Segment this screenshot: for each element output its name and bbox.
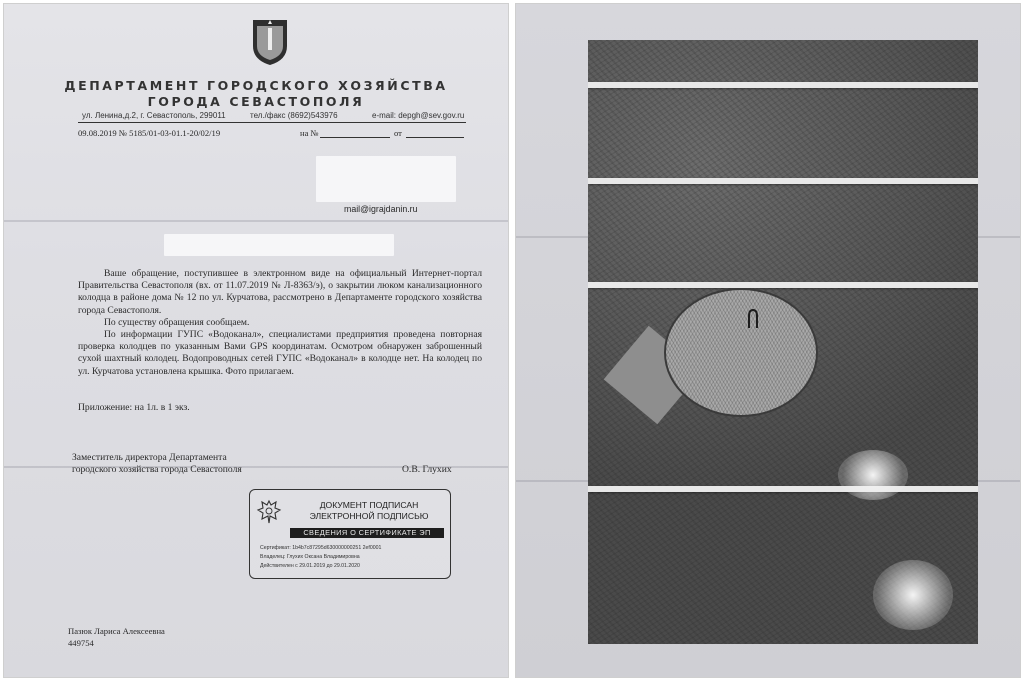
stamp-heading <box>294 500 444 522</box>
certificate-owner: Владелец: Глухих Оксана Владимировна <box>260 554 360 560</box>
recipient-email: mail@igrajdanin.ru <box>344 204 418 214</box>
body-paragraph: По информации ГУПС «Водоканал», специалистами предприятия проведена повторная проверка колодцев по указанным Вами GPS координатам. Осмотром обнаружен заброшенный сухой шахтный колодец. Водопроводных сетей ГУПС «Водоканал» в колодце нет. На колодец по ул. Курчатова установлена крышка. Фото прилагаем. <box>78 329 482 377</box>
signer-name: О.В. Глухих <box>402 464 452 475</box>
reference-number-label: на № <box>300 128 319 138</box>
curb-stripe <box>588 178 978 184</box>
electronic-signature-stamp <box>249 489 451 579</box>
manhole-lid <box>666 290 816 415</box>
sevastopol-crest-icon <box>251 16 289 66</box>
curb-stripe <box>588 282 978 288</box>
curb-stripe <box>588 486 978 492</box>
paper-fold <box>4 220 508 222</box>
reference-date-label: от <box>394 128 402 138</box>
curb-stripe <box>588 82 978 88</box>
light-spot <box>838 450 908 500</box>
body-paragraph: По существу обращения сообщаем. <box>104 316 250 328</box>
executor-name: Пазюк Лариса Алексеевна <box>68 626 165 636</box>
redacted-recipient <box>316 156 456 202</box>
department-phone: тел./факс (8692)543976 <box>250 111 338 120</box>
department-name: ДЕПАРТАМЕНТ ГОРОДСКОГО ХОЗЯЙСТВА <box>64 78 448 93</box>
city-name: ГОРОДА СЕВАСТОПОЛЯ <box>147 94 365 109</box>
attachment-note: Приложение: на 1л. в 1 экз. <box>78 402 190 413</box>
body-paragraph: Ваше обращение, поступившее в электронном виде на официальный Интернет-портал Правительства Севастополя (вх. от 11.07.2019 № Л-8363/э), о закрытии люком канализационного колодца в районе дома № 12 по ул. Курчатова, рассмотрено в Департаменте городского хозяйства города Севастополя. <box>78 268 482 316</box>
letter-body <box>78 268 482 378</box>
reference-number-line <box>320 137 390 138</box>
light-spot <box>873 560 953 630</box>
registration-number: 09.08.2019 № 5185/01-03-01.1-20/02/19 <box>78 128 221 138</box>
stamp-heading-line1: ДОКУМЕНТ ПОДПИСАН <box>319 500 419 510</box>
department-email: e-mail: depgh@sev.gov.ru <box>372 111 465 120</box>
letter-page <box>4 4 508 677</box>
signer-title-line2: городского хозяйства города Севастополя <box>72 464 242 475</box>
manhole-photocopy <box>588 40 978 644</box>
stamp-heading-line2: ЭЛЕКТРОННОЙ ПОДПИСЬЮ <box>309 511 429 521</box>
certificate-info-bar: СВЕДЕНИЯ О СЕРТИФИКАТЕ ЭП <box>290 528 444 538</box>
reference-date-line <box>406 137 464 138</box>
redacted-salutation <box>164 234 394 256</box>
department-address: ул. Ленина,д.2, г. Севастополь, 299011 <box>82 111 226 120</box>
signer-title-line1: Заместитель директора Департамента <box>72 452 227 463</box>
header-rule <box>78 122 466 123</box>
double-headed-eagle-icon <box>256 498 282 526</box>
lid-handle-icon <box>746 308 760 330</box>
certificate-validity: Действителен с 29.01.2019 до 29.01.2020 <box>260 563 360 569</box>
certificate-number: Сертификат: 1b4b7c87295d630000000251 2ef0001 <box>260 545 382 551</box>
executor-phone: 449754 <box>68 638 94 648</box>
